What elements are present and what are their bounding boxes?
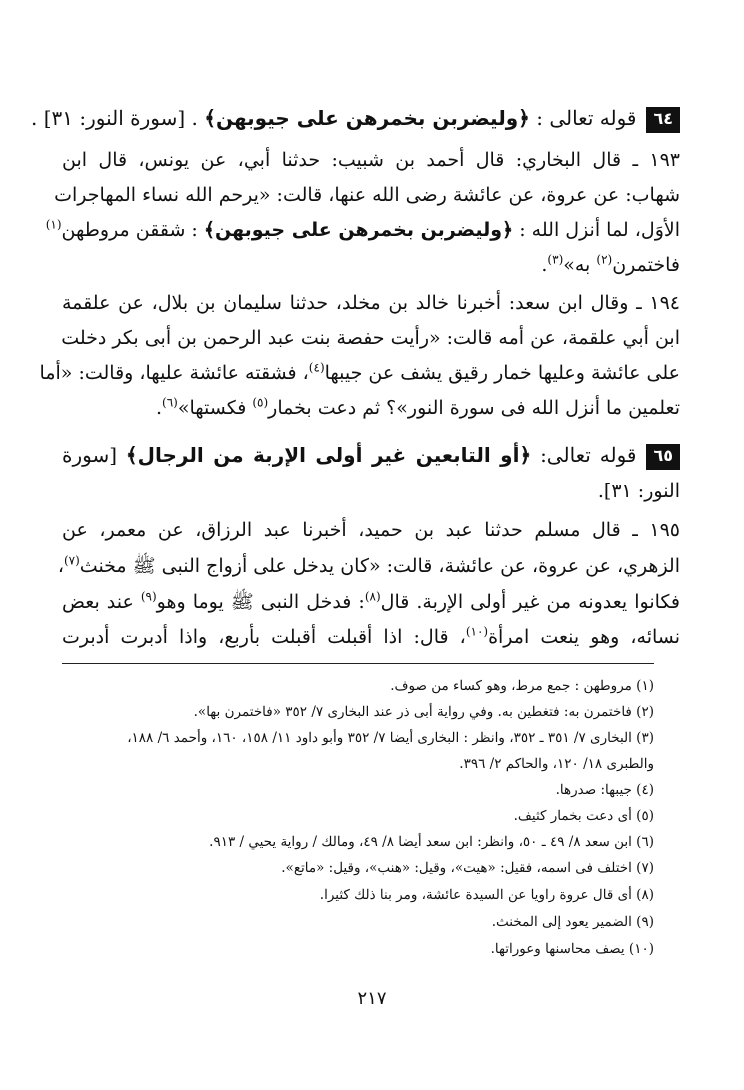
text-span: على عائشة وعليها خمار رقيق يشف عن جيبها	[324, 362, 680, 384]
footnote-1: (١) مروطهن : جمع مرط، وهو كساء من صوف.	[390, 678, 654, 694]
paragraph-193-line-1: ١٩٣ ـ قال البخاري: قال أحمد بن شبيب: حدثنا أبي، عن يونس، قال ابن	[62, 149, 680, 171]
paragraph-194-line-2: ابن أبي علقمة، عن أمه قالت: «رأيت حفصة بنت عبد الرحمن بن أبى بكر دخلت	[61, 327, 680, 349]
section-number-badge: ٦٥	[646, 444, 680, 470]
paragraph-193-line-3	[45, 216, 680, 244]
section-65-heading-cont: النور: ٣١].	[597, 480, 680, 502]
text-span: فكستها»	[177, 397, 253, 419]
text-span: عند بعض	[62, 591, 141, 613]
footnote-8: (٨) أى قال عروة راويا عن السيدة عائشة، ومر بنا ذلك كثيرا.	[319, 887, 654, 903]
text-span: : فدخل النبى ﷺ يوما وهو	[156, 591, 365, 613]
footnote-ref: (٢)	[596, 252, 613, 267]
footnote-ref: (٨)	[364, 589, 381, 604]
footnote-ref: (٣)	[547, 252, 564, 267]
footnote-ref: (٤)	[308, 360, 325, 375]
footnote-7: (٧) اختلف فى اسمه، فقيل: «هيت»، وقيل: «هنب»، وقيل: «ماتع».	[281, 860, 654, 876]
footnote-ref: (١٠)	[465, 624, 489, 639]
text-span: فاختمرن	[612, 254, 680, 276]
paragraph-194-line-1: ١٩٤ ـ وقال ابن سعد: أخبرنا خالد بن مخلد، حدثنا سليمان بن بلال، عن علقمة	[62, 292, 680, 314]
text-span: : شققن مروطهن	[61, 219, 198, 241]
footnote-separator	[62, 663, 654, 664]
paragraph-195-line-4	[62, 623, 680, 651]
footnote-ref: (٥)	[252, 395, 269, 410]
paragraph-194-line-4	[62, 394, 680, 422]
text-span: تعلمين ما أنزل الله فى سورة النور»؟ ثم دعت بخمار	[268, 397, 680, 419]
paragraph-193-line-4	[62, 251, 680, 279]
page-number: ٢١٧	[357, 988, 387, 1009]
text-span: نسائه، وهو ينعت امرأة	[488, 626, 681, 648]
text-span: ،	[57, 555, 64, 577]
paragraph-193-line-2: شهاب: عن عروة، عن عائشة رضى الله عنها، قالت: «يرحم الله نساء المهاجرات	[54, 184, 680, 206]
text-span: .	[541, 254, 548, 276]
text-span: الأوَل، لما أنزل الله :	[513, 219, 680, 241]
footnote-ref: (١)	[45, 217, 62, 232]
footnote-10: (١٠) يصف محاسنها وعوراتها.	[490, 941, 654, 957]
quran-verse: ﴿وليضربن بخمرهن على جيوبهن﴾	[204, 106, 530, 130]
footnote-3-cont: والطبرى ١٨/ ١٢٠، والحاكم ٢/ ٣٩٦.	[459, 756, 654, 772]
section-64-heading	[31, 104, 680, 132]
surah-reference: . [سورة النور: ٣١] .	[31, 106, 205, 130]
footnote-ref: (٧)	[63, 553, 80, 568]
footnote-ref: (٦)	[162, 395, 178, 410]
footnote-2: (٢) فاختمرن به: فتغطين به. وفي رواية أبى ذر عند البخارى ٧/ ٣٥٢ «فاختمرن بها».	[193, 704, 654, 720]
text-span: ، فشقته عائشة عليها، وقالت: «أما	[39, 362, 309, 384]
paragraph-195-line-2	[57, 552, 680, 580]
text-span: .	[155, 397, 163, 419]
footnote-9: (٩) الضمير يعود إلى المخنث.	[491, 914, 654, 930]
quran-verse: ﴿أو التابعين غير أولى الإربة من الرجال﴾	[125, 443, 532, 467]
text-span: الزهري، عن عروة، عن عائشة، قالت: «كان يدخل على أزواج النبى ﷺ مخنث	[79, 555, 680, 577]
section-number-badge: ٦٤	[646, 107, 680, 133]
section-65-heading	[62, 441, 680, 471]
text-span: ، قال: اذا أقبلت أقبلت بأربع، واذا أدبرت أدبرت	[62, 626, 466, 648]
paragraph-194-line-3	[39, 359, 680, 387]
heading-intro: قوله تعالى:	[531, 443, 637, 467]
footnote-ref: (٩)	[140, 589, 157, 604]
paragraph-195-line-3	[62, 588, 680, 616]
paragraph-195-line-1: ١٩٥ ـ قال مسلم حدثنا عبد بن حميد، أخبرنا عبد الرزاق، عن معمر، عن	[62, 519, 680, 541]
footnote-6: (٦) ابن سعد ٨/ ٤٩ ـ ٥٠، وانظر: ابن سعد أيضا ٨/ ٤٩، ومالك / رواية يحيي / ٩١٣.	[209, 834, 654, 850]
quran-verse: ﴿وليضربن بخمرهن على جيوبهن﴾	[203, 219, 514, 241]
text-span: به»	[563, 254, 597, 276]
surah-reference: [سورة	[62, 443, 126, 467]
text-span: فكانوا يعدونه من غير أولى الإربة. قال	[380, 591, 680, 613]
heading-intro: قوله تعالى :	[529, 106, 637, 130]
footnote-5: (٥) أى دعت بخمار كثيف.	[513, 808, 654, 824]
footnote-3: (٣) البخارى ٧/ ٣٥١ ـ ٣٥٢، وانظر : البخارى أيضا ٧/ ٣٥٢ وأبو داود ١١/ ١٥٨، ١٦٠، وأحمد ٦/ ١٨٨،	[127, 730, 654, 746]
footnote-4: (٤) جيبها: صدرها.	[555, 782, 654, 798]
